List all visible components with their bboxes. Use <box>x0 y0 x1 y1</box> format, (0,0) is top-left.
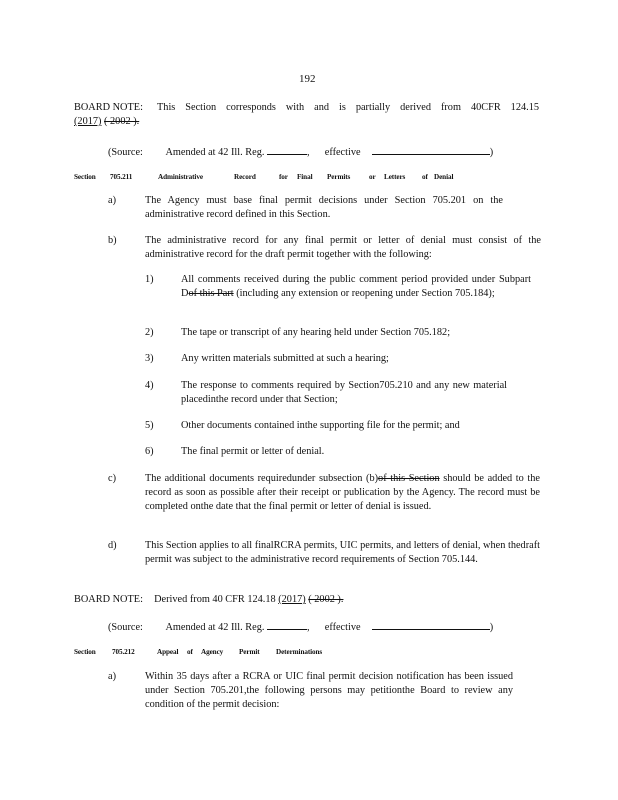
reg-blank <box>267 619 307 630</box>
heading-word: Final <box>297 173 313 181</box>
source-line <box>108 619 493 635</box>
text-segment: (including any extension or reopening under Section 705.184); <box>236 288 495 299</box>
board-note-year <box>74 115 139 129</box>
source-amended: Amended at 42 Ill. Reg. <box>165 147 265 158</box>
board-note-label: BOARD NOTE: <box>74 102 143 113</box>
source-line <box>108 144 493 160</box>
board-note-label: BOARD NOTE: <box>74 594 143 605</box>
subitem-label: 2) <box>145 327 154 338</box>
source-close: ) <box>489 622 494 633</box>
heading-word: or <box>369 173 376 181</box>
item-c-text <box>145 472 540 514</box>
effective-blank <box>372 144 490 155</box>
item-label: b) <box>108 235 117 246</box>
year-new: (2017) <box>74 116 102 127</box>
heading-word: Section <box>74 648 96 656</box>
subitem-4-text: The response to comments required by Section705.210 and any new material placedinthe record under that Section; <box>181 380 507 405</box>
source-effective: effective <box>324 147 361 158</box>
text-segment: should be added to the record as soon as possible after their receipt or publication by the Agency. The record must be completed onthe date that the final permit or letter of denial is issued. <box>145 473 540 512</box>
subitem-label: 6) <box>145 446 154 457</box>
item-label: c) <box>108 473 116 484</box>
item-label: d) <box>108 540 117 551</box>
year-old: ( 2002 ). <box>308 594 344 605</box>
item-705-212-a-text: Within 35 days after a RCRA or UIC final permit decision notification has been issued under Section 705.201,the following persons may petitionthe Board to review any condition of the permit decision: <box>145 671 513 710</box>
heading-word: Administrative <box>158 173 203 181</box>
struck-text: of this Section <box>378 473 440 484</box>
heading-word: 705.212 <box>112 648 135 656</box>
year-new: (2017) <box>278 594 306 605</box>
subitem-label: 4) <box>145 380 154 391</box>
source-close: ) <box>489 147 494 158</box>
item-a-text: The Agency must base final permit decisions under Section 705.201 on the administrative record defined in this Section. <box>145 195 503 220</box>
subitem-label: 5) <box>145 420 154 431</box>
heading-word: Permits <box>327 173 351 181</box>
heading-word: Permit <box>239 648 260 656</box>
item-label: a) <box>108 195 116 206</box>
struck-text: of this Part <box>188 288 234 299</box>
heading-word: Appeal <box>157 648 179 656</box>
subitem-5-text: Other documents contained inthe supporting file for the permit; and <box>181 420 460 431</box>
heading-word: of <box>187 648 193 656</box>
heading-word: Section <box>74 173 96 181</box>
item-b-text: The administrative record for any final permit or letter of denial must consist of the administrative record for the draft permit together with the following: <box>145 235 541 260</box>
reg-blank <box>267 144 307 155</box>
source-amended: Amended at 42 Ill. Reg. <box>165 622 265 633</box>
board-note-text: This Section corresponds with and is partially derived from 40CFR 124.15 <box>157 102 539 113</box>
subitem-label: 3) <box>145 353 154 364</box>
source-open: (Source: <box>108 622 143 633</box>
year-old: ( 2002 ). <box>104 116 140 127</box>
subitem-3-text: Any written materials submitted at such a hearing; <box>181 353 389 364</box>
subitem-6-text: The final permit or letter of denial. <box>181 446 325 457</box>
heading-word: Denial <box>434 173 454 181</box>
heading-word: Determinations <box>276 648 323 656</box>
heading-word: for <box>279 173 288 181</box>
subitem-1-text <box>181 273 531 301</box>
board-note-2 <box>74 593 343 607</box>
source-open: (Source: <box>108 147 143 158</box>
heading-word: Agency <box>201 648 224 656</box>
heading-word: of <box>422 173 428 181</box>
heading-word: Record <box>234 173 256 181</box>
text-segment: All comments received during the public comment period provided under Subpart D <box>181 274 531 299</box>
text-segment: The additional documents requiredunder subsection (b) <box>145 473 379 484</box>
effective-blank <box>372 619 490 630</box>
board-note-text: Derived from 40 CFR 124.18 <box>154 594 276 605</box>
heading-word: 705.211 <box>110 173 133 181</box>
item-label: a) <box>108 671 116 682</box>
subitem-label: 1) <box>145 274 154 285</box>
source-effective: effective <box>324 622 361 633</box>
item-d-text: This Section applies to all finalRCRA permits, UIC permits, and letters of denial, when thedraft permit was subject to the administrative record requirements of Section 705.144. <box>145 540 540 565</box>
source-comma: , <box>307 147 310 158</box>
source-comma: , <box>307 622 310 633</box>
subitem-2-text: The tape or transcript of any hearing held under Section 705.182; <box>181 327 451 338</box>
heading-word: Letters <box>384 173 406 181</box>
page-number: 192 <box>299 73 316 85</box>
